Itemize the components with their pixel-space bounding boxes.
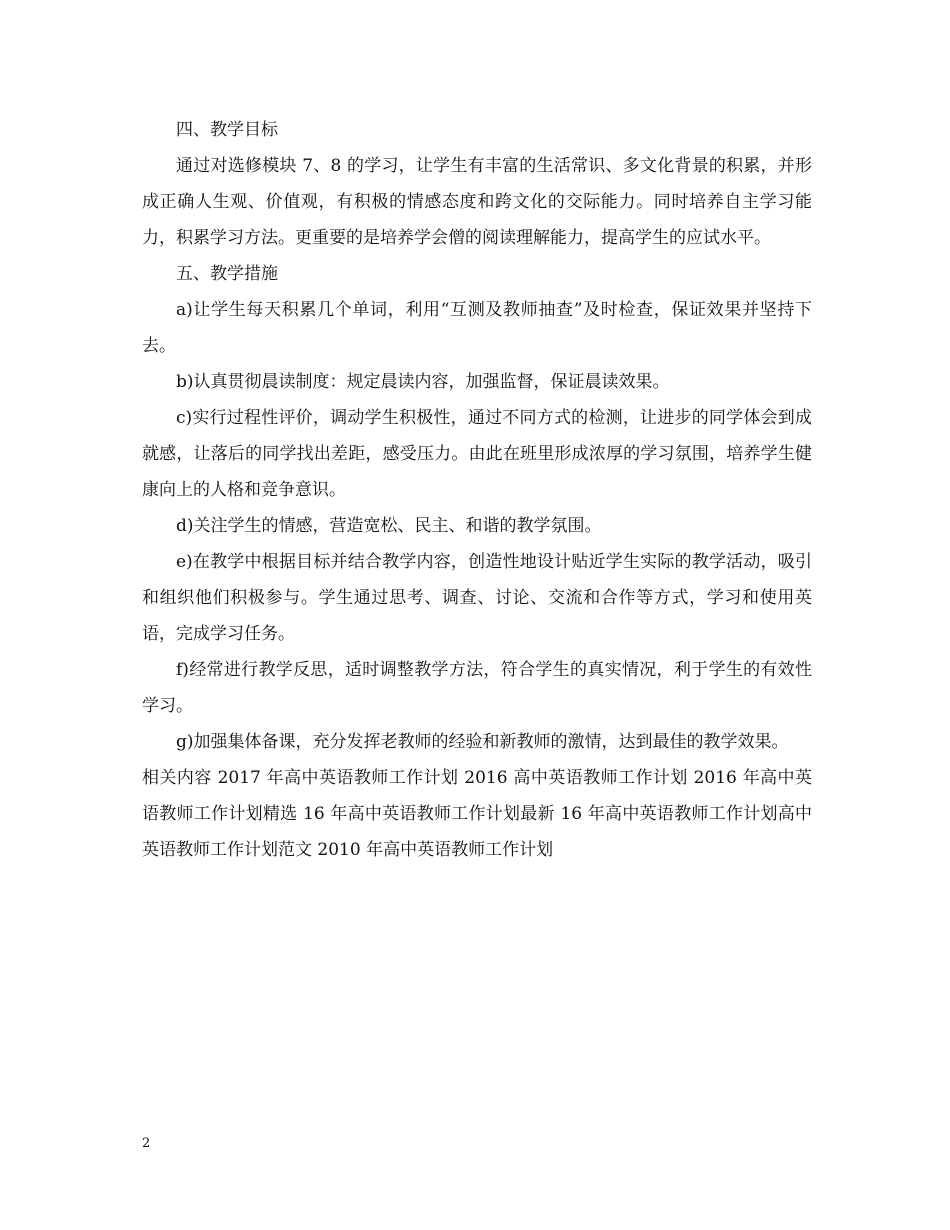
measure-item-d: d)关注学生的情感，营造宽松、民主、和谐的教学氛围。 xyxy=(176,516,602,536)
page-number: 2 xyxy=(142,1136,151,1151)
document-body xyxy=(142,112,812,868)
measure-item-b: b)认真贯彻晨读制度：规定晨读内容，加强监督，保证晨读效果。 xyxy=(176,372,670,392)
section-heading-objectives: 四、教学目标 xyxy=(176,120,278,140)
measure-item-c: c)实行过程性评价，调动学生积极性，通过不同方式的检测，让进步的同学体会到成就感，让落后的同学找出差距，感受压力。由此在班里形成浓厚的学习氛围，培养学生健康向上的人格和竞争意识。 xyxy=(142,408,812,500)
section-heading-measures: 五、教学措施 xyxy=(176,264,278,284)
measure-item-a: a)让学生每天积累几个单词，利用“互测及教师抽查”及时检查，保证效果并坚持下去。 xyxy=(142,300,812,356)
measure-item-g: g)加强集体备课，充分发挥老教师的经验和新教师的激情，达到最佳的教学效果。 xyxy=(176,732,789,752)
related-content: 相关内容 2017 年高中英语教师工作计划 2016 高中英语教师工作计划 2016 年高中英语教师工作计划精选 16 年高中英语教师工作计划最新 16 年高中英语教师工作计划高中英语教师工作计划范文 2010 年高中英语教师工作计划 xyxy=(142,768,812,860)
measure-item-f: f)经常进行教学反思，适时调整教学方法，符合学生的真实情况，利于学生的有效性学习。 xyxy=(142,660,812,716)
objectives-paragraph: 通过对选修模块 7、8 的学习，让学生有丰富的生活常识、多文化背景的积累，并形成正确人生观、价值观，有积极的情感态度和跨文化的交际能力。同时培养自主学习能力，积累学习方法。更重要的是培养学会僧的阅读理解能力，提高学生的应试水平。 xyxy=(142,156,812,248)
measure-item-e: e)在教学中根据目标并结合教学内容，创造性地设计贴近学生实际的教学活动，吸引和组织他们积极参与。学生通过思考、调查、讨论、交流和合作等方式，学习和使用英语，完成学习任务。 xyxy=(142,552,812,644)
